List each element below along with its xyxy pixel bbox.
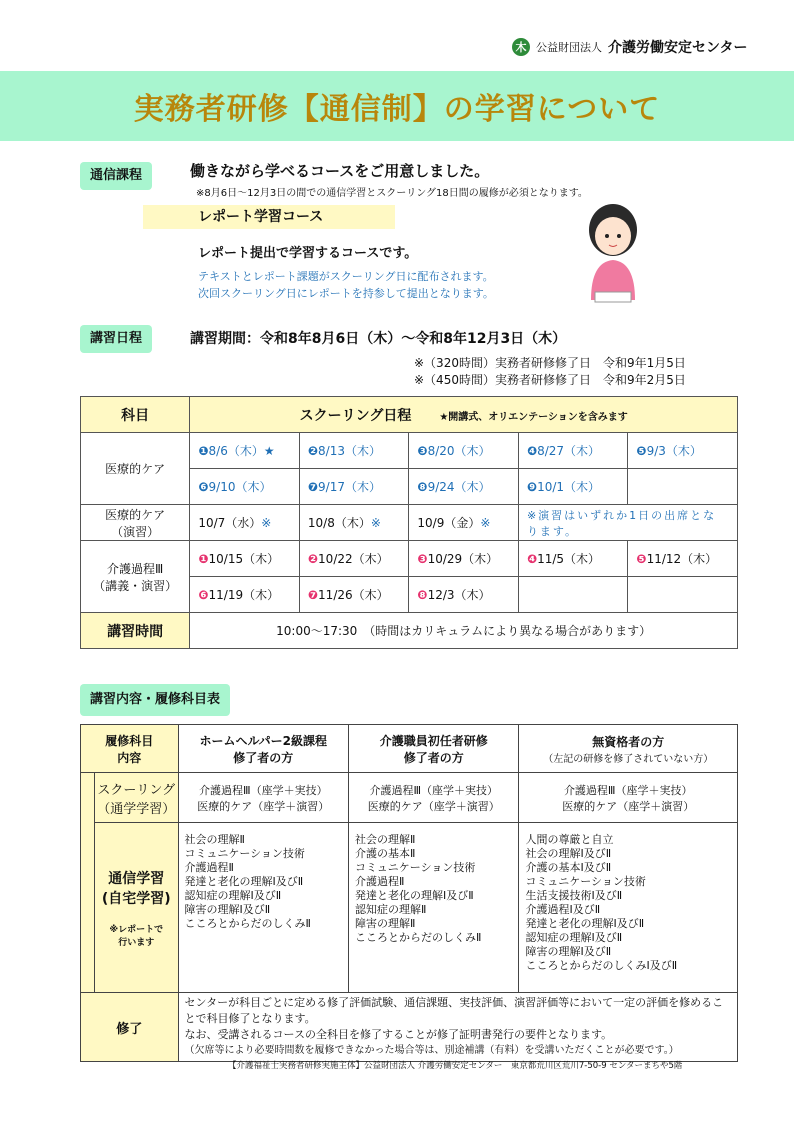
- subject-item: 発達と老化の理解Ⅰ及びⅡ: [184, 875, 304, 888]
- schedule-date: ❷10/22（木）: [299, 541, 409, 577]
- title-banner: [0, 71, 794, 141]
- completion-note-320: ※（320時間）実務者研修修了日 令和9年1月5日: [414, 356, 686, 370]
- subject-item: 発達と老化の理解Ⅰ及びⅡ: [525, 917, 645, 930]
- schedule-date: ❹8/27（木）: [518, 433, 627, 469]
- subject-list-mushikaku: [519, 823, 738, 993]
- nittei-tag: 講習日程: [80, 325, 152, 353]
- subject-item: 認知症の理解Ⅰ及びⅡ: [525, 931, 623, 944]
- page-title: 実務者研修【通信制】の学習について: [133, 92, 661, 127]
- completion-label: 修了: [81, 993, 179, 1062]
- org-name: 介護労働安定センター: [608, 40, 748, 56]
- col-mushikaku: 無資格者の方 （左記の研修を修了されていない方）: [519, 725, 738, 773]
- corner-header: 履修科目 内容: [81, 725, 179, 773]
- hours-label: 講習時間: [81, 613, 190, 649]
- subject-item: 障害の理解Ⅰ及びⅡ: [525, 945, 612, 958]
- col-schooling: [190, 397, 738, 433]
- schooling-cell: 介護過程Ⅲ（座学＋実技） 医療的ケア（座学＋演習）: [178, 773, 348, 823]
- course-period: 講習期間：令和8年8月6日（木）～令和8年12月3日（木）: [190, 331, 567, 347]
- subject-item: 介護過程Ⅱ: [184, 861, 234, 874]
- schedule-date: 10/9（金）※: [409, 505, 519, 541]
- subject-item: 認知症の理解Ⅱ: [355, 903, 427, 916]
- enshu-note: ※演習はいずれか1日の出席となります。: [518, 505, 737, 541]
- schedule-date: ❹11/5（木）: [518, 541, 627, 577]
- schedule-date: 10/7（水）※: [190, 505, 300, 541]
- schooling-schedule-table: [80, 396, 738, 649]
- schedule-date: 10/8（木）※: [299, 505, 409, 541]
- subject-item: コミュニケーション技術: [355, 861, 476, 874]
- subject-item: 介護の基本Ⅱ: [355, 847, 416, 860]
- course-desc: レポート提出で学習するコースです。: [198, 246, 418, 261]
- subject-item: 認知症の理解Ⅰ及びⅡ: [184, 889, 282, 902]
- subject-item: 介護過程Ⅰ及びⅡ: [525, 903, 601, 916]
- subject-kaigo: 介護過程Ⅲ （講義・演習）: [81, 541, 190, 613]
- empty-cell: [628, 577, 738, 613]
- curriculum-table: [80, 724, 738, 1062]
- subject-iryo-enshu: 医療的ケア （演習）: [81, 505, 190, 541]
- schedule-date: ❼9/17（木）: [299, 469, 409, 505]
- subject-item: コミュニケーション技術: [184, 847, 305, 860]
- schedule-date: ❽12/3（木）: [409, 577, 519, 613]
- completion-text: センターが科目ごとに定める修了評価試験、通信課題、実技評価、演習評価等において一定の評価を修めることで科目修了となります。 なお、受講されるコースの全科目を修了することが修了証明書発行の要件となります。 （欠席等により必要時間数を履修できなかった場合等は、別途補講（有料）を受講いただくことが必要です。）: [178, 993, 737, 1062]
- course-detail-1: テキストとレポート課題がスクーリング日に配布されます。: [198, 270, 494, 283]
- org-type: 公益財団法人: [536, 41, 602, 54]
- schedule-date: ❼11/26（木）: [299, 577, 409, 613]
- schedule-date: ❺9/3（木）: [628, 433, 738, 469]
- subject-list-shoninsha: [349, 823, 519, 993]
- tsushin-label: 通信学習 (自宅学習) ※レポートで 行います: [95, 823, 179, 993]
- subject-item: 社会の理解Ⅱ: [184, 833, 245, 846]
- col-subject: 科目: [81, 397, 190, 433]
- schedule-date: ❶10/15（木）: [190, 541, 300, 577]
- course-name: レポート学習コース: [143, 205, 395, 229]
- subject-item: 障害の理解Ⅰ及びⅡ: [184, 903, 271, 916]
- subject-item: 生活支援技術Ⅰ及びⅡ: [525, 889, 623, 902]
- org-logo: [512, 37, 747, 57]
- tsushin-lead: 働きながら学べるコースをご用意しました。: [190, 162, 490, 180]
- schedule-date: ❸8/20（木）: [409, 433, 519, 469]
- hours-value: 10:00～17:30 （時間はカリキュラムにより異なる場合があります）: [190, 613, 738, 649]
- subject-item: コミュニケーション技術: [525, 875, 646, 888]
- col-schooling-label: スクーリング日程: [299, 407, 412, 424]
- subject-iryo: 医療的ケア: [81, 433, 190, 505]
- schedule-date: ❷8/13（木）: [299, 433, 409, 469]
- subject-item: 発達と老化の理解Ⅰ及びⅡ: [355, 889, 474, 902]
- empty-cell: [518, 577, 627, 613]
- schooling-cell: 介護過程Ⅲ（座学＋実技） 医療的ケア（座学＋演習）: [349, 773, 519, 823]
- side-strip: [81, 773, 95, 993]
- schooling-label: スクーリング （通学学習）: [95, 773, 179, 823]
- subject-item: こころとからだのしくみⅡ: [184, 917, 311, 930]
- subject-item: 社会の理解Ⅰ及びⅡ: [525, 847, 612, 860]
- student-writing-icon: [583, 200, 643, 305]
- footer-text: 【介護福祉士実務者研修実施主体】公益財団法人 介護労働安定センター 東京都荒川区荒川7-50-9 センターまちや5階: [228, 1061, 683, 1071]
- col-shoninsha: 介護職員初任者研修 修了者の方: [349, 725, 519, 773]
- empty-cell: [628, 469, 738, 505]
- schedule-date: ❽9/24（木）: [409, 469, 519, 505]
- subject-item: 介護の基本Ⅰ及びⅡ: [525, 861, 612, 874]
- subject-item: 介護過程Ⅱ: [355, 875, 405, 888]
- schooling-cell: 介護過程Ⅲ（座学＋実技） 医療的ケア（座学＋演習）: [519, 773, 738, 823]
- subject-item: こころとからだのしくみⅡ: [355, 931, 482, 944]
- schedule-date: ❻9/10（木）: [190, 469, 300, 505]
- schedule-date: ❺11/12（木）: [628, 541, 738, 577]
- subject-list-helper: [178, 823, 348, 993]
- col-schooling-note: ★開講式、オリエンテーションを含みます: [439, 411, 628, 423]
- tsushin-tag: 通信課程: [80, 162, 152, 190]
- tsushin-note: ※8月6日～12月3日の間での通信学習とスクーリング18日間の履修が必須となります。: [196, 188, 588, 199]
- completion-note-450: ※（450時間）実務者研修修了日 令和9年2月5日: [414, 373, 686, 387]
- course-detail-2: 次回スクーリング日にレポートを持参して提出となります。: [198, 287, 494, 300]
- schedule-date: ❶8/6（木）★: [190, 433, 300, 469]
- curriculum-tag: 講習内容・履修科目表: [80, 684, 230, 716]
- subject-item: 障害の理解Ⅱ: [355, 917, 416, 930]
- schedule-date: ❻11/19（木）: [190, 577, 300, 613]
- subject-item: 人間の尊厳と自立: [525, 833, 614, 846]
- col-helper: ホームヘルパー2級課程 修了者の方: [178, 725, 348, 773]
- schedule-date: ❸10/29（木）: [409, 541, 519, 577]
- subject-item: こころとからだのしくみⅠ及びⅡ: [525, 959, 678, 972]
- schedule-date: ❾10/1（木）: [518, 469, 627, 505]
- logo-mark-icon: 木: [512, 38, 530, 56]
- subject-item: 社会の理解Ⅱ: [355, 833, 416, 846]
